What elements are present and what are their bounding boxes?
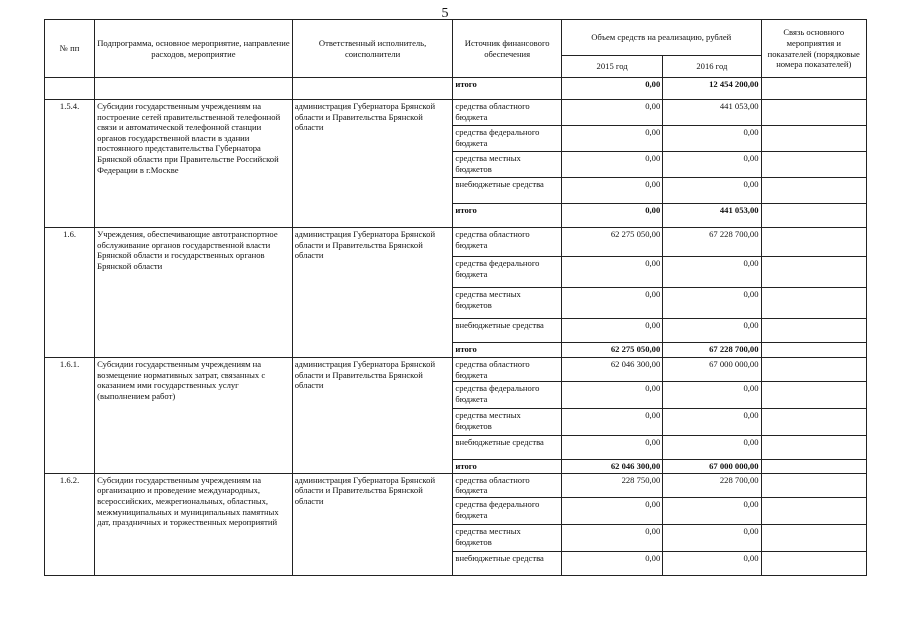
header-year-2015: 2015 год (561, 56, 662, 78)
table-body (45, 78, 867, 576)
value-2016: 67 000 000,00 (663, 460, 761, 474)
value-2015: 0,00 (561, 288, 662, 319)
link-cell (761, 358, 866, 382)
item-number: 1.6.2. (45, 473, 95, 575)
value-2016: 0,00 (663, 152, 761, 178)
value-2015: 0,00 (561, 78, 662, 100)
value-2015: 0,00 (561, 319, 662, 343)
total-label: итого (453, 78, 562, 100)
total-label: итого (453, 343, 562, 358)
value-2015: 228 750,00 (561, 473, 662, 497)
value-2016: 441 053,00 (663, 204, 761, 228)
source-label: внебюджетные средства (453, 319, 562, 343)
item-executor: администрация Губернатора Брянской области и Правительства Брянской области (292, 358, 453, 474)
value-2015: 0,00 (561, 409, 662, 436)
link-cell (761, 436, 866, 460)
header-name: Подпрограмма, основное мероприятие, направление расходов, мероприятие (95, 20, 293, 78)
value-2015: 0,00 (561, 126, 662, 152)
program-table (44, 19, 867, 576)
value-2016: 67 000 000,00 (663, 358, 761, 382)
link-cell (761, 257, 866, 288)
item-name: Субсидии государственным учреждениям на построение сетей правительственной телефонной связи и автоматической телефонной станции органов государственной власти в здании постоянного представительства Губернатора Брянской области при Правительстве Российской Федерации в г.Москве (95, 100, 293, 228)
value-2016: 0,00 (663, 288, 761, 319)
link-cell (761, 204, 866, 228)
link-cell (761, 152, 866, 178)
link-cell (761, 551, 866, 575)
value-2015: 62 275 050,00 (561, 343, 662, 358)
link-cell (761, 343, 866, 358)
item-number: 1.6.1. (45, 358, 95, 474)
source-label: средства местных бюджетов (453, 152, 562, 178)
link-cell (761, 319, 866, 343)
value-2016: 0,00 (663, 178, 761, 204)
header-year-2016: 2016 год (663, 56, 761, 78)
table-row (45, 358, 867, 382)
source-label: средства федерального бюджета (453, 382, 562, 409)
header-volume: Объем средств на реализацию, рублей (561, 20, 761, 56)
value-2015: 0,00 (561, 551, 662, 575)
value-2016: 0,00 (663, 409, 761, 436)
item-name: Учреждения, обеспечивающие автотранспортное обслуживание органов государственной власти Брянской области и государственных органов Брянской области (95, 228, 293, 358)
source-label: средства местных бюджетов (453, 409, 562, 436)
link-cell (761, 497, 866, 524)
source-label: средства областного бюджета (453, 473, 562, 497)
item-name: Субсидии государственным учреждениям на организацию и проведение международных, всероссийских, межрегиональных, областных, межмуниципальных и муниципальных памятных дат, праздничных и торжественных мероприятий (95, 473, 293, 575)
value-2016: 0,00 (663, 257, 761, 288)
link-cell (761, 178, 866, 204)
total-label: итого (453, 460, 562, 474)
source-label: средства федерального бюджета (453, 497, 562, 524)
value-2015: 0,00 (561, 100, 662, 126)
value-2015: 0,00 (561, 382, 662, 409)
link-cell (761, 288, 866, 319)
value-2016: 0,00 (663, 551, 761, 575)
source-label: средства федерального бюджета (453, 257, 562, 288)
value-2016: 0,00 (663, 524, 761, 551)
value-2016: 0,00 (663, 436, 761, 460)
value-2016: 0,00 (663, 497, 761, 524)
link-cell (761, 100, 866, 126)
link-cell (761, 473, 866, 497)
item-executor: администрация Губернатора Брянской области и Правительства Брянской области (292, 100, 453, 228)
link-cell (761, 228, 866, 257)
table-row (45, 78, 867, 100)
value-2016: 0,00 (663, 319, 761, 343)
header-source: Источник финансового обеспечения (453, 20, 562, 78)
value-2016: 0,00 (663, 126, 761, 152)
source-label: средства областного бюджета (453, 228, 562, 257)
value-2015: 62 046 300,00 (561, 460, 662, 474)
source-label: средства местных бюджетов (453, 288, 562, 319)
value-2015: 0,00 (561, 524, 662, 551)
table-row (45, 228, 867, 257)
item-executor: администрация Губернатора Брянской области и Правительства Брянской области (292, 228, 453, 358)
item-executor: администрация Губернатора Брянской области и Правительства Брянской области (292, 473, 453, 575)
item-number: 1.5.4. (45, 100, 95, 228)
value-2015: 62 275 050,00 (561, 228, 662, 257)
header-link: Связь основного мероприятия и показателей (порядковые номера показателей) (761, 20, 866, 78)
value-2016: 67 228 700,00 (663, 228, 761, 257)
item-name: Субсидии государственным учреждениям на возмещение нормативных затрат, связанных с оказанием ими государственных услуг (выполнением работ) (95, 358, 293, 474)
value-2016: 228 700,00 (663, 473, 761, 497)
page-number: 5 (441, 6, 449, 21)
source-label: внебюджетные средства (453, 436, 562, 460)
table-row (45, 473, 867, 497)
header-no: № пп (45, 20, 95, 78)
source-label: средства федерального бюджета (453, 126, 562, 152)
value-2015: 0,00 (561, 178, 662, 204)
item-number: 1.6. (45, 228, 95, 358)
link-cell (761, 409, 866, 436)
value-2015: 62 046 300,00 (561, 358, 662, 382)
value-2016: 12 454 200,00 (663, 78, 761, 100)
source-label: внебюджетные средства (453, 551, 562, 575)
source-label: внебюджетные средства (453, 178, 562, 204)
link-cell (761, 460, 866, 474)
link-cell (761, 126, 866, 152)
source-label: средства местных бюджетов (453, 524, 562, 551)
source-label: средства областного бюджета (453, 100, 562, 126)
value-2015: 0,00 (561, 257, 662, 288)
value-2016: 0,00 (663, 382, 761, 409)
value-2015: 0,00 (561, 152, 662, 178)
value-2015: 0,00 (561, 497, 662, 524)
table-row (45, 100, 867, 126)
value-2015: 0,00 (561, 436, 662, 460)
value-2015: 0,00 (561, 204, 662, 228)
link-cell (761, 382, 866, 409)
link-cell (761, 524, 866, 551)
value-2016: 67 228 700,00 (663, 343, 761, 358)
header-executor: Ответственный исполнитель, соисполнители (292, 20, 453, 78)
value-2016: 441 053,00 (663, 100, 761, 126)
source-label: средства областного бюджета (453, 358, 562, 382)
total-label: итого (453, 204, 562, 228)
